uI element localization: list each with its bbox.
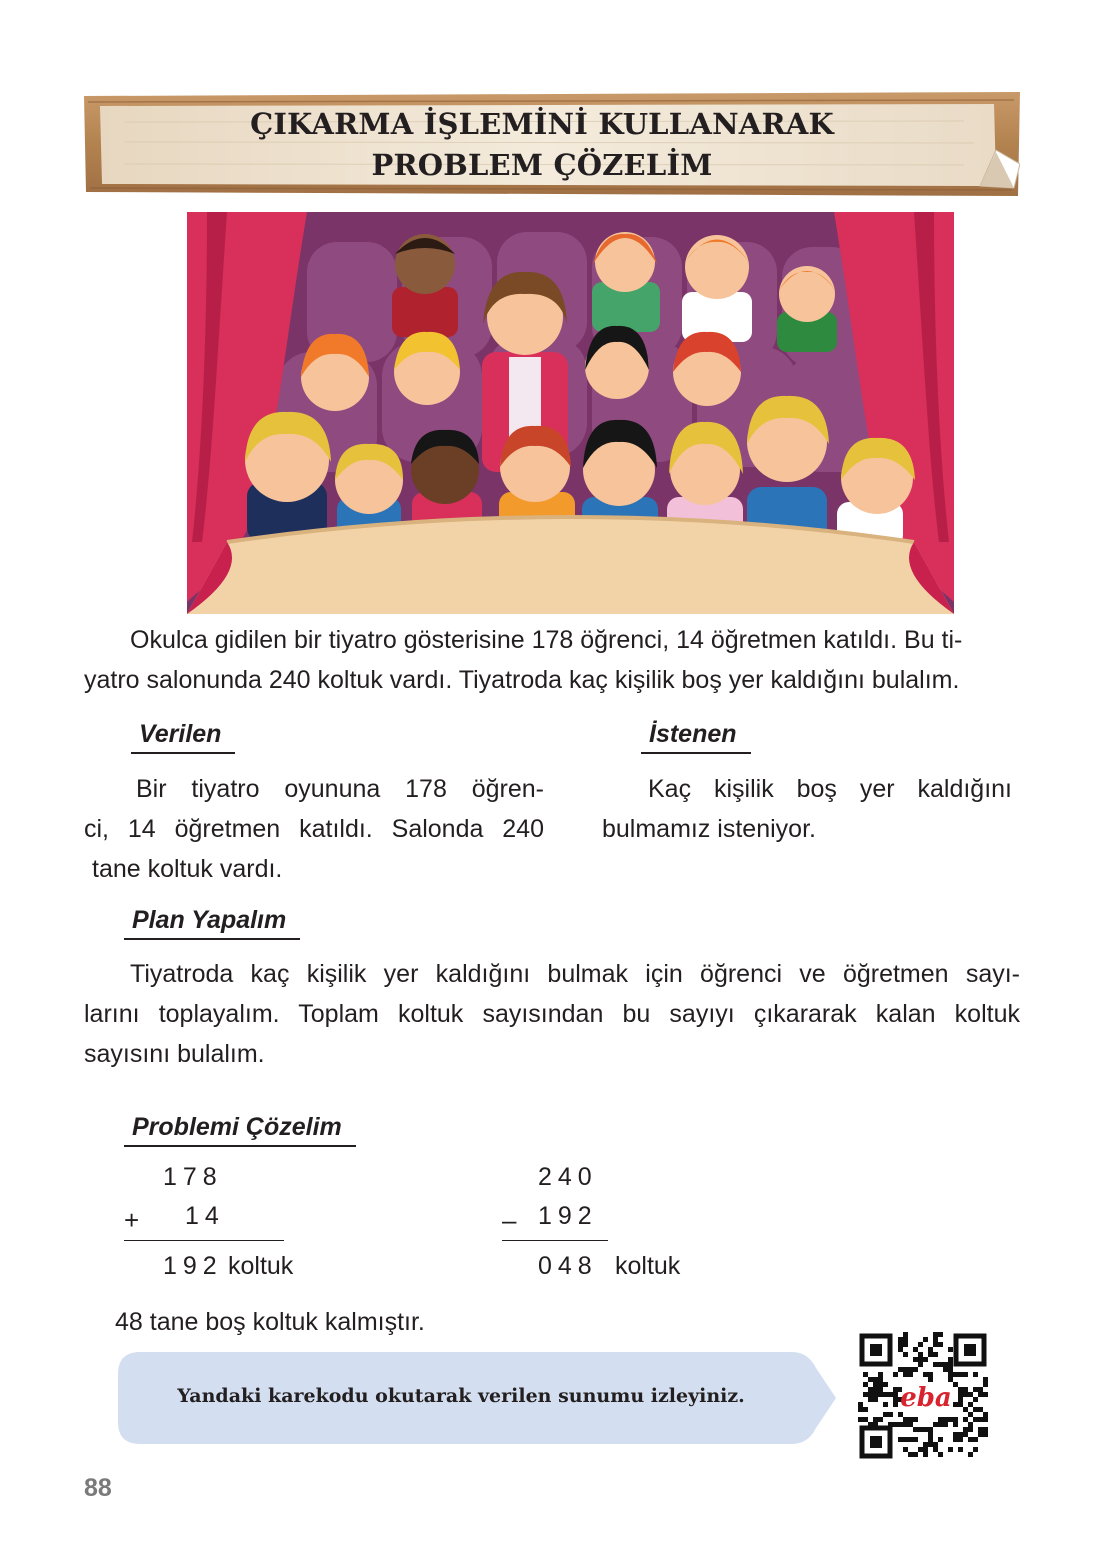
plan-heading: Plan Yapalım bbox=[124, 904, 300, 940]
given-line-1: Bir tiyatro oyununa 178 öğren- bbox=[136, 775, 544, 803]
qr-module bbox=[898, 1342, 903, 1347]
qr-module bbox=[938, 1422, 943, 1427]
qr-module bbox=[978, 1417, 983, 1422]
qr-module bbox=[903, 1447, 908, 1452]
qr-module bbox=[888, 1412, 893, 1417]
qr-module bbox=[978, 1427, 983, 1432]
qr-module bbox=[953, 1417, 958, 1422]
subtraction-top-number: 240 bbox=[538, 1163, 598, 1191]
qr-module bbox=[958, 1402, 963, 1407]
minus-operator: – bbox=[502, 1205, 517, 1235]
qr-module bbox=[938, 1362, 943, 1367]
given-line-3: tane koltuk vardı. bbox=[92, 855, 283, 883]
qr-module bbox=[933, 1332, 938, 1337]
qr-module bbox=[933, 1337, 938, 1342]
qr-module bbox=[868, 1392, 873, 1397]
qr-module bbox=[923, 1372, 928, 1377]
qr-module bbox=[908, 1417, 913, 1422]
qr-module bbox=[963, 1392, 968, 1397]
qr-module bbox=[903, 1352, 908, 1357]
plus-operator: + bbox=[124, 1205, 140, 1235]
qr-module bbox=[903, 1437, 908, 1442]
qr-module bbox=[933, 1352, 938, 1357]
plan-line-2: larını toplayalım. Toplam koltuk sayısından bu sayıyı çıkararak kalan koltuk bbox=[84, 1000, 1020, 1028]
qr-module bbox=[868, 1377, 873, 1382]
qr-module bbox=[913, 1357, 918, 1362]
qr-module bbox=[898, 1367, 903, 1372]
qr-module bbox=[983, 1392, 988, 1397]
qr-module bbox=[958, 1447, 963, 1452]
qr-module bbox=[928, 1347, 933, 1352]
qr-module bbox=[978, 1432, 983, 1437]
note-text: Yandaki karekodu okutarak verilen sunumu izleyiniz. bbox=[177, 1385, 745, 1407]
qr-module bbox=[903, 1337, 908, 1342]
qr-module bbox=[923, 1447, 928, 1452]
qr-module bbox=[958, 1397, 963, 1402]
qr-module bbox=[948, 1447, 953, 1452]
qr-module bbox=[953, 1402, 958, 1407]
qr-module bbox=[858, 1407, 863, 1412]
problem-statement-line-2: yatro salonunda 240 koltuk vardı. Tiyatroda kaç kişilik boş yer kaldığını bulalım. bbox=[84, 666, 960, 694]
solve-heading: Problemi Çözelim bbox=[124, 1111, 356, 1147]
qr-module bbox=[958, 1437, 963, 1442]
addition-top-number: 178 bbox=[163, 1163, 223, 1191]
qr-module bbox=[933, 1442, 938, 1447]
given-heading: Verilen bbox=[131, 718, 235, 754]
qr-module bbox=[878, 1372, 883, 1377]
qr-module bbox=[858, 1417, 863, 1422]
qr-module bbox=[923, 1357, 928, 1362]
qr-module bbox=[933, 1342, 938, 1347]
qr-module bbox=[953, 1437, 958, 1442]
qr-module bbox=[953, 1422, 958, 1427]
qr-module bbox=[953, 1382, 958, 1387]
qr-module bbox=[928, 1427, 933, 1432]
qr-module bbox=[883, 1402, 888, 1407]
subtraction-bottom-number: 192 bbox=[538, 1202, 598, 1230]
qr-module bbox=[863, 1417, 868, 1422]
qr-module bbox=[908, 1452, 913, 1457]
qr-module bbox=[928, 1442, 933, 1447]
qr-module bbox=[898, 1437, 903, 1442]
qr-module bbox=[968, 1412, 973, 1417]
qr-module bbox=[863, 1392, 868, 1397]
qr-module bbox=[918, 1447, 923, 1452]
qr-module bbox=[903, 1332, 908, 1337]
qr-module bbox=[933, 1422, 938, 1427]
qr-module bbox=[863, 1382, 868, 1387]
qr-module bbox=[928, 1372, 933, 1377]
qr-module bbox=[983, 1377, 988, 1382]
subtraction-unit: koltuk bbox=[615, 1252, 681, 1280]
qr-module bbox=[903, 1417, 908, 1422]
qr-module bbox=[908, 1367, 913, 1372]
qr-module bbox=[963, 1427, 968, 1432]
qr-module bbox=[893, 1387, 898, 1392]
asked-text bbox=[602, 769, 1012, 849]
given-text bbox=[84, 769, 544, 889]
qr-module bbox=[928, 1377, 933, 1382]
qr-module bbox=[968, 1437, 973, 1442]
qr-module bbox=[873, 1387, 878, 1392]
qr-module bbox=[973, 1397, 978, 1402]
qr-module bbox=[913, 1367, 918, 1372]
page-title-line-1: ÇIKARMA İŞLEMİNİ KULLANARAK bbox=[250, 107, 834, 141]
qr-module bbox=[983, 1382, 988, 1387]
qr-module bbox=[873, 1377, 878, 1382]
qr-module bbox=[858, 1402, 863, 1407]
problem-statement-line-1: Okulca gidilen bir tiyatro gösterisine 178 öğrenci, 14 öğretmen katıldı. Bu ti- bbox=[130, 626, 963, 654]
qr-module bbox=[953, 1372, 958, 1377]
qr-module bbox=[873, 1397, 878, 1402]
qr-module bbox=[963, 1432, 968, 1437]
qr-module bbox=[913, 1437, 918, 1442]
qr-module bbox=[918, 1362, 923, 1367]
qr-module bbox=[963, 1417, 968, 1422]
plan-line-3: sayısını bulalım. bbox=[84, 1040, 265, 1068]
qr-module bbox=[948, 1362, 953, 1367]
qr-module bbox=[903, 1342, 908, 1347]
qr-module bbox=[963, 1372, 968, 1377]
addition-bottom-number: 14 bbox=[185, 1202, 225, 1230]
qr-module bbox=[863, 1372, 868, 1377]
qr-module bbox=[893, 1402, 898, 1407]
qr-module bbox=[958, 1387, 963, 1392]
qr-module bbox=[958, 1372, 963, 1377]
qr-module bbox=[973, 1372, 978, 1377]
qr-module bbox=[868, 1397, 873, 1402]
qr-module bbox=[913, 1427, 918, 1432]
qr-module bbox=[893, 1422, 898, 1427]
qr-module bbox=[938, 1342, 943, 1347]
qr-module bbox=[893, 1392, 898, 1397]
qr-module bbox=[873, 1392, 878, 1397]
qr-module bbox=[983, 1417, 988, 1422]
qr-module bbox=[893, 1372, 898, 1377]
plan-text bbox=[84, 954, 1020, 1074]
given-line-2: ci, 14 öğretmen katıldı. Salonda 240 bbox=[84, 815, 544, 843]
qr-module bbox=[913, 1452, 918, 1457]
qr-module bbox=[973, 1407, 978, 1412]
qr-module bbox=[903, 1367, 908, 1372]
addition-result: 192 bbox=[163, 1252, 223, 1280]
qr-module bbox=[898, 1347, 903, 1352]
problem-statement bbox=[84, 620, 1020, 700]
qr-module bbox=[878, 1392, 883, 1397]
qr-module bbox=[973, 1387, 978, 1392]
addition-unit: koltuk bbox=[228, 1252, 294, 1280]
qr-module bbox=[938, 1417, 943, 1422]
qr-module bbox=[878, 1377, 883, 1382]
qr-module bbox=[873, 1382, 878, 1387]
qr-module bbox=[918, 1357, 923, 1362]
asked-heading: İstenen bbox=[641, 718, 751, 754]
qr-module bbox=[883, 1392, 888, 1397]
qr-module bbox=[923, 1442, 928, 1447]
qr-module bbox=[958, 1432, 963, 1437]
subtraction-result: 048 bbox=[538, 1252, 598, 1280]
qr-module bbox=[903, 1422, 908, 1427]
qr-module bbox=[918, 1342, 923, 1347]
qr-module bbox=[978, 1392, 983, 1397]
plan-line-1: Tiyatroda kaç kişilik yer kaldığını bulmak için öğrenci ve öğretmen sayı- bbox=[130, 960, 1020, 988]
qr-module bbox=[943, 1417, 948, 1422]
qr-module bbox=[878, 1382, 883, 1387]
qr-module bbox=[958, 1392, 963, 1397]
qr-module bbox=[873, 1417, 878, 1422]
qr-module bbox=[923, 1452, 928, 1457]
qr-module bbox=[928, 1437, 933, 1442]
qr-module bbox=[953, 1432, 958, 1437]
qr-module bbox=[923, 1427, 928, 1432]
qr-module bbox=[913, 1347, 918, 1352]
qr-module bbox=[978, 1387, 983, 1392]
qr-module bbox=[908, 1422, 913, 1427]
qr-module bbox=[968, 1452, 973, 1457]
qr-module bbox=[963, 1387, 968, 1392]
qr-module bbox=[943, 1367, 948, 1372]
qr-module bbox=[938, 1452, 943, 1457]
qr-module bbox=[938, 1437, 943, 1442]
addition-rule bbox=[124, 1240, 284, 1241]
qr-module bbox=[948, 1372, 953, 1377]
qr-module bbox=[968, 1392, 973, 1397]
qr-module bbox=[973, 1447, 978, 1452]
qr-module bbox=[868, 1387, 873, 1392]
qr-module bbox=[963, 1407, 968, 1412]
qr-module bbox=[913, 1417, 918, 1422]
qr-module bbox=[883, 1412, 888, 1417]
qr-module bbox=[968, 1402, 973, 1407]
qr-module bbox=[898, 1337, 903, 1342]
qr-module bbox=[908, 1437, 913, 1442]
page-title-line-2: PROBLEM ÇÖZELİM bbox=[371, 148, 713, 182]
qr-module bbox=[933, 1362, 938, 1367]
qr-module bbox=[883, 1382, 888, 1387]
eba-logo: eba bbox=[900, 1383, 952, 1413]
qr-module bbox=[908, 1372, 913, 1377]
qr-module bbox=[923, 1337, 928, 1342]
qr-module bbox=[968, 1427, 973, 1432]
qr-module bbox=[943, 1362, 948, 1367]
qr-module bbox=[978, 1407, 983, 1412]
qr-module bbox=[928, 1432, 933, 1437]
qr-module bbox=[888, 1392, 893, 1397]
qr-module bbox=[893, 1397, 898, 1402]
qr-module bbox=[878, 1387, 883, 1392]
qr-module bbox=[968, 1422, 973, 1427]
qr-module bbox=[983, 1427, 988, 1432]
qr-module bbox=[928, 1352, 933, 1357]
qr-module bbox=[903, 1372, 908, 1377]
qr-module bbox=[983, 1432, 988, 1437]
qr-module bbox=[943, 1422, 948, 1427]
qr-module bbox=[948, 1417, 953, 1422]
qr-module bbox=[948, 1357, 953, 1362]
asked-line-2: bulmamız isteniyor. bbox=[602, 815, 816, 843]
qr-module bbox=[938, 1332, 943, 1337]
qr-module bbox=[948, 1347, 953, 1352]
qr-module bbox=[933, 1447, 938, 1452]
asked-line-1: Kaç kişilik boş yer kaldığını bbox=[648, 775, 1012, 803]
answer-text: 48 tane boş koltuk kalmıştır. bbox=[115, 1308, 425, 1336]
page-number: 88 bbox=[84, 1474, 112, 1502]
qr-module bbox=[918, 1352, 923, 1357]
subtraction-rule bbox=[502, 1240, 608, 1241]
qr-module bbox=[918, 1427, 923, 1432]
qr-module bbox=[948, 1367, 953, 1372]
qr-code[interactable] bbox=[858, 1332, 988, 1460]
qr-module bbox=[948, 1377, 953, 1382]
qr-module bbox=[898, 1422, 903, 1427]
theatre-audience-illustration bbox=[187, 212, 954, 614]
qr-module bbox=[973, 1437, 978, 1442]
qr-module bbox=[983, 1412, 988, 1417]
qr-module bbox=[973, 1417, 978, 1422]
qr-module bbox=[863, 1407, 868, 1412]
qr-module bbox=[878, 1417, 883, 1422]
